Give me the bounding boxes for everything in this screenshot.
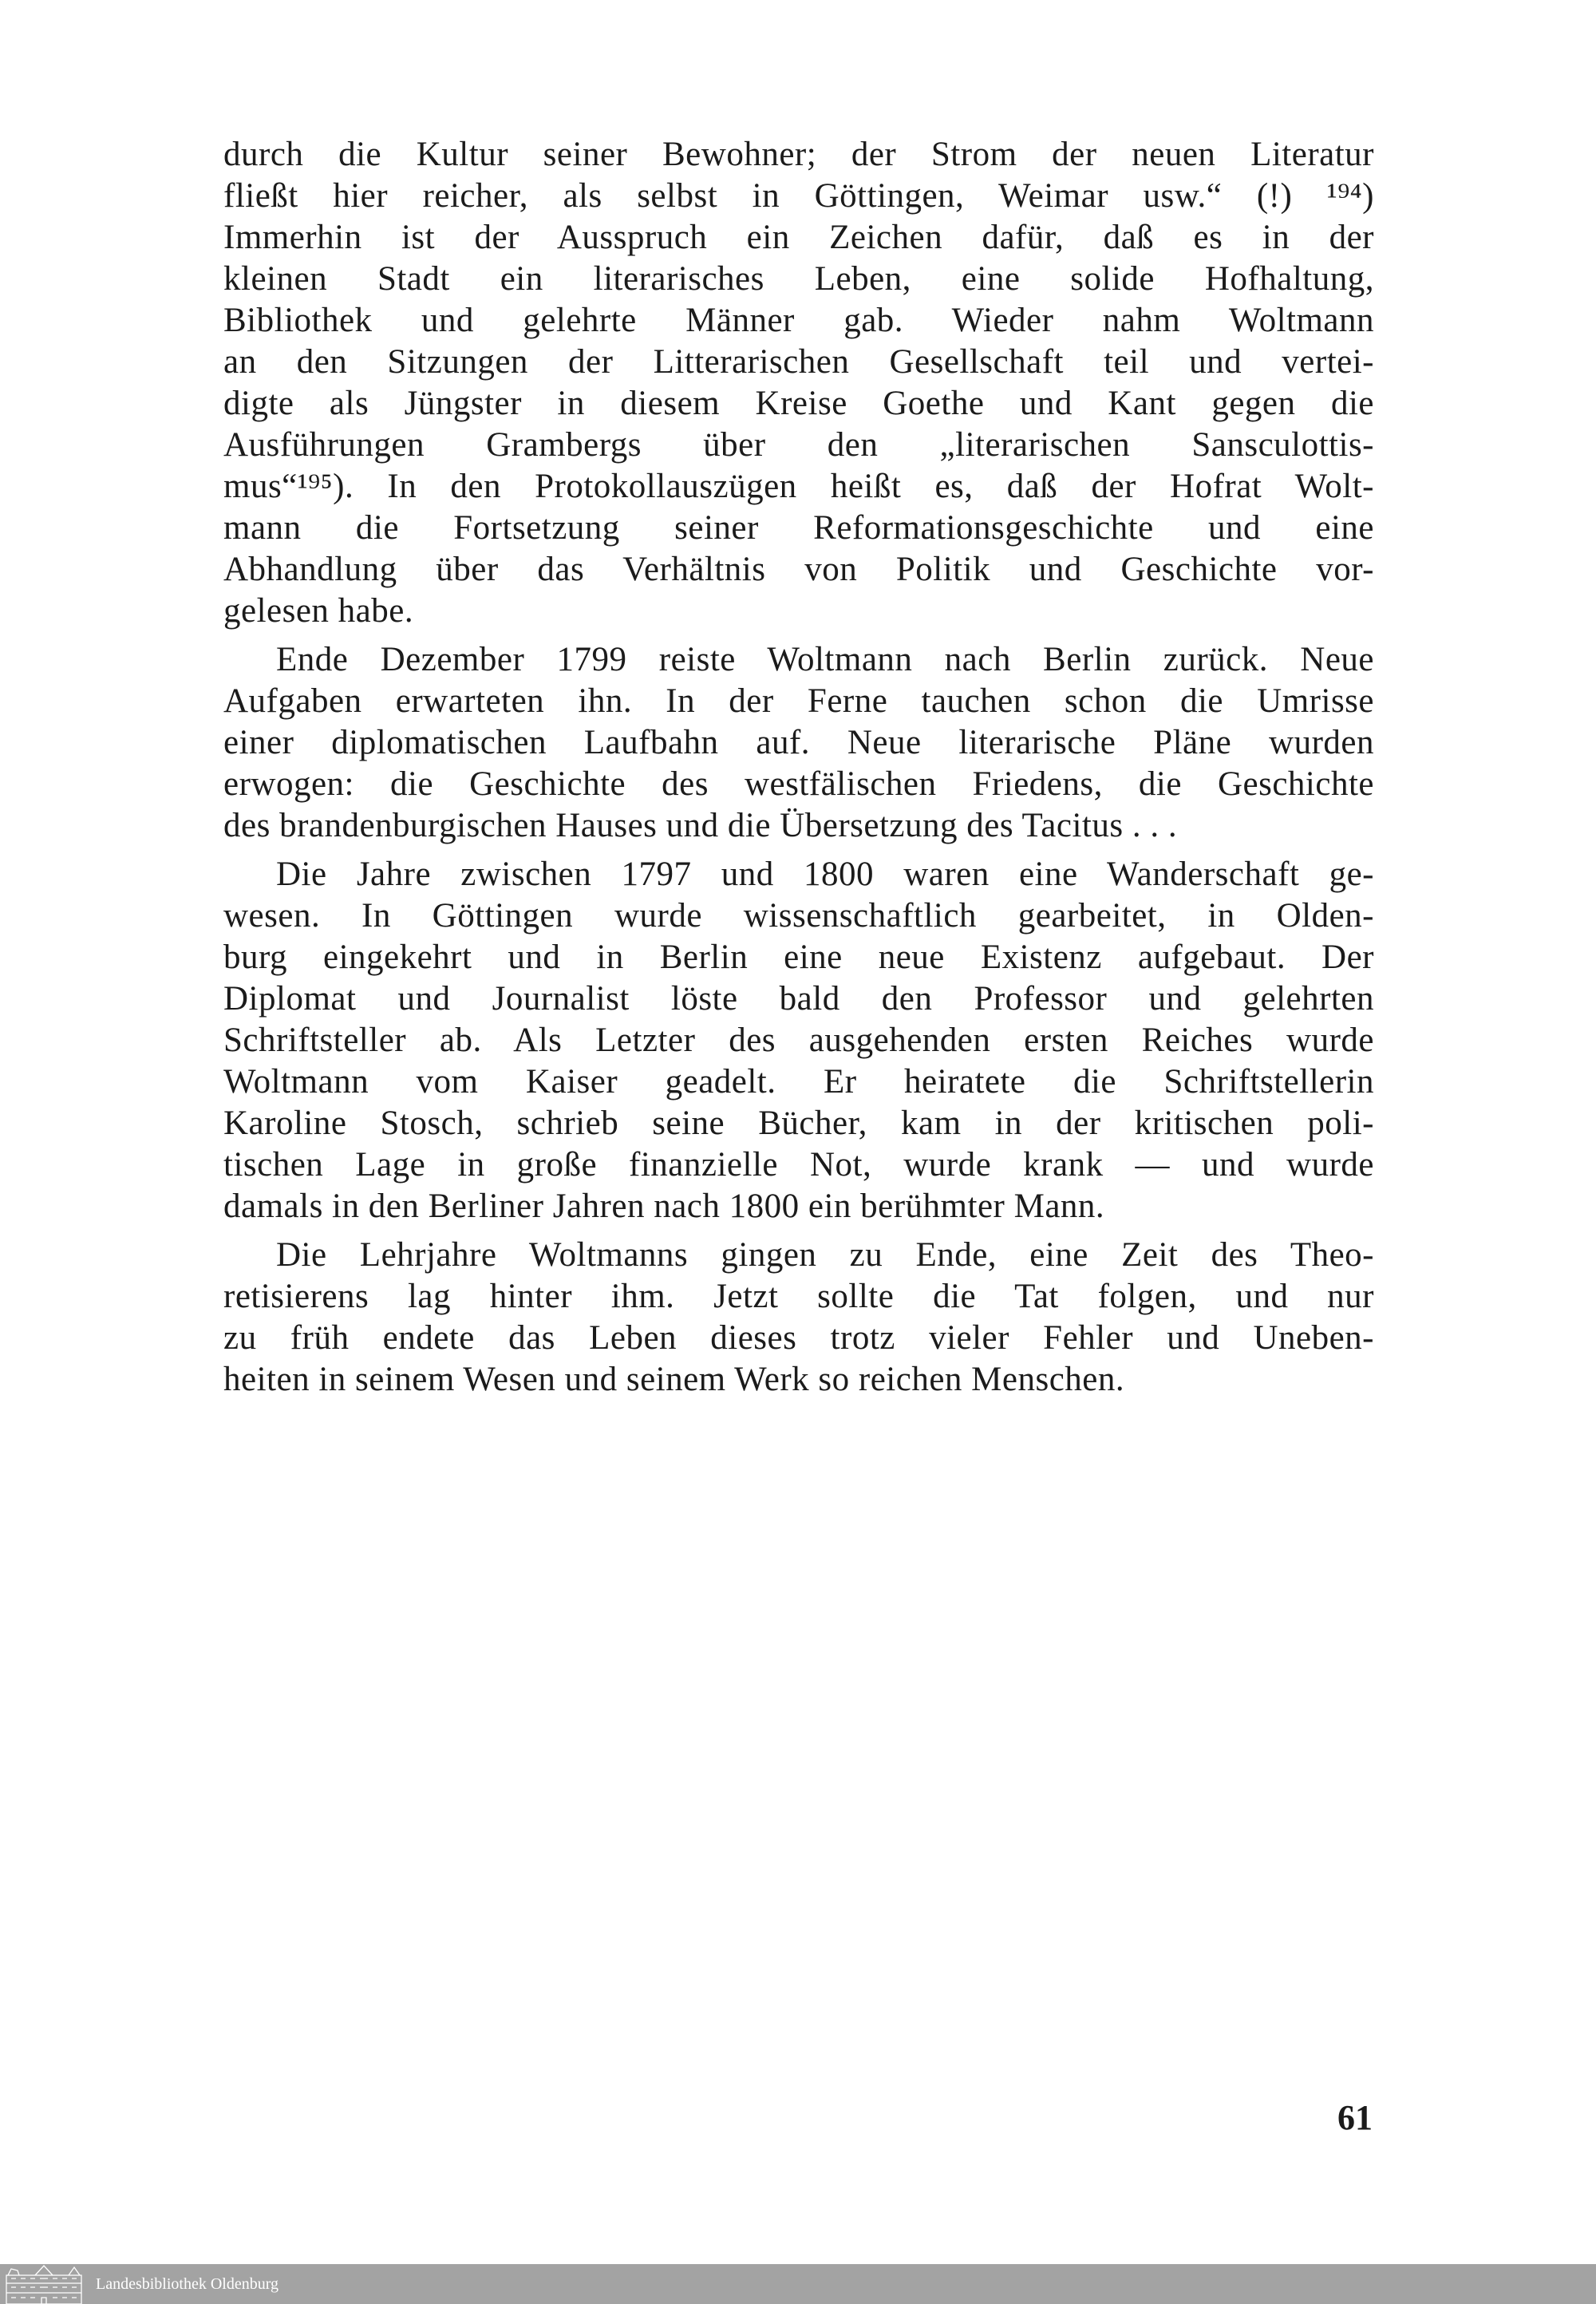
text-line: fließt hier reicher, als selbst in Göttingen, Weimar usw.“ (!) ¹⁹⁴) — [223, 177, 1374, 215]
paragraph — [223, 639, 1374, 847]
text-line: Immerhin ist der Ausspruch ein Zeichen dafür, daß es in der — [223, 219, 1374, 256]
text-line: durch die Kultur seiner Bewohner; der Strom der neuen Literatur — [223, 136, 1374, 173]
page-number: 61 — [1337, 2098, 1373, 2137]
text-line: heiten in seinem Wesen und seinem Werk so reichen Menschen. — [223, 1361, 1125, 1398]
paragraph — [223, 854, 1374, 1227]
text-line: digte als Jüngster in diesem Kreise Goethe und Kant gegen die — [223, 385, 1374, 422]
text-line: Aufgaben erwarteten ihn. In der Ferne tauchen schon die Umrisse — [223, 682, 1374, 720]
text-line: Woltmann vom Kaiser geadelt. Er heiratete die Schriftstellerin — [223, 1063, 1374, 1101]
body-text — [223, 134, 1374, 1408]
text-line: an den Sitzungen der Litterarischen Gesellschaft teil und vertei- — [223, 343, 1374, 381]
text-line: wesen. In Göttingen wurde wissenschaftlich gearbeitet, in Olden- — [223, 897, 1374, 935]
text-line: retisierens lag hinter ihm. Jetzt sollte die Tat folgen, und nur — [223, 1278, 1374, 1315]
text-line: burg eingekehrt und in Berlin eine neue Existenz aufgebaut. Der — [223, 939, 1374, 976]
text-line: erwogen: die Geschichte des westfälischen Friedens, die Geschichte — [223, 765, 1374, 803]
text-line: zu früh endete das Leben dieses trotz vieler Fehler und Uneben- — [223, 1319, 1374, 1357]
text-line: Bibliothek und gelehrte Männer gab. Wieder nahm Woltmann — [223, 302, 1374, 339]
text-line: kleinen Stadt ein literarisches Leben, eine solide Hofhaltung, — [223, 260, 1374, 298]
text-line: Karoline Stosch, schrieb seine Bücher, kam in der kritischen poli- — [223, 1105, 1374, 1142]
text-line: Ausführungen Grambergs über den „literarischen Sansculottis- — [223, 426, 1374, 464]
paragraph — [223, 1235, 1374, 1401]
text-line: damals in den Berliner Jahren nach 1800 ein berühmter Mann. — [223, 1188, 1105, 1225]
text-line: tischen Lage in große finanzielle Not, wurde krank — und wurde — [223, 1146, 1374, 1184]
text-line: Diplomat und Journalist löste bald den Professor und gelehrten — [223, 980, 1374, 1018]
text-line: Abhandlung über das Verhältnis von Politik und Geschichte vor- — [223, 551, 1374, 588]
text-line: gelesen habe. — [223, 592, 414, 630]
text-line: Ende Dezember 1799 reiste Woltmann nach Berlin zurück. Neue — [276, 641, 1374, 678]
paragraph — [223, 134, 1374, 632]
text-line: mus“¹⁹⁵). In den Protokollauszügen heißt es, daß der Hofrat Wolt- — [223, 468, 1374, 505]
library-building-icon — [5, 2264, 83, 2304]
text-line: mann die Fortsetzung seiner Reformationsgeschichte und eine — [223, 509, 1374, 547]
text-line: einer diplomatischen Laufbahn auf. Neue literarische Pläne wurden — [223, 724, 1374, 761]
text-line: Schriftsteller ab. Als Letzter des ausgehenden ersten Reiches wurde — [223, 1022, 1374, 1059]
text-line: Die Lehrjahre Woltmanns gingen zu Ende, eine Zeit des Theo- — [276, 1236, 1374, 1274]
text-line: Die Jahre zwischen 1797 und 1800 waren eine Wanderschaft ge- — [276, 856, 1374, 893]
footer-bar — [0, 2264, 1596, 2304]
text-line: des brandenburgischen Hauses und die Übersetzung des Tacitus . . . — [223, 807, 1178, 844]
footer-label: Landesbibliothek Oldenburg — [96, 2274, 279, 2293]
